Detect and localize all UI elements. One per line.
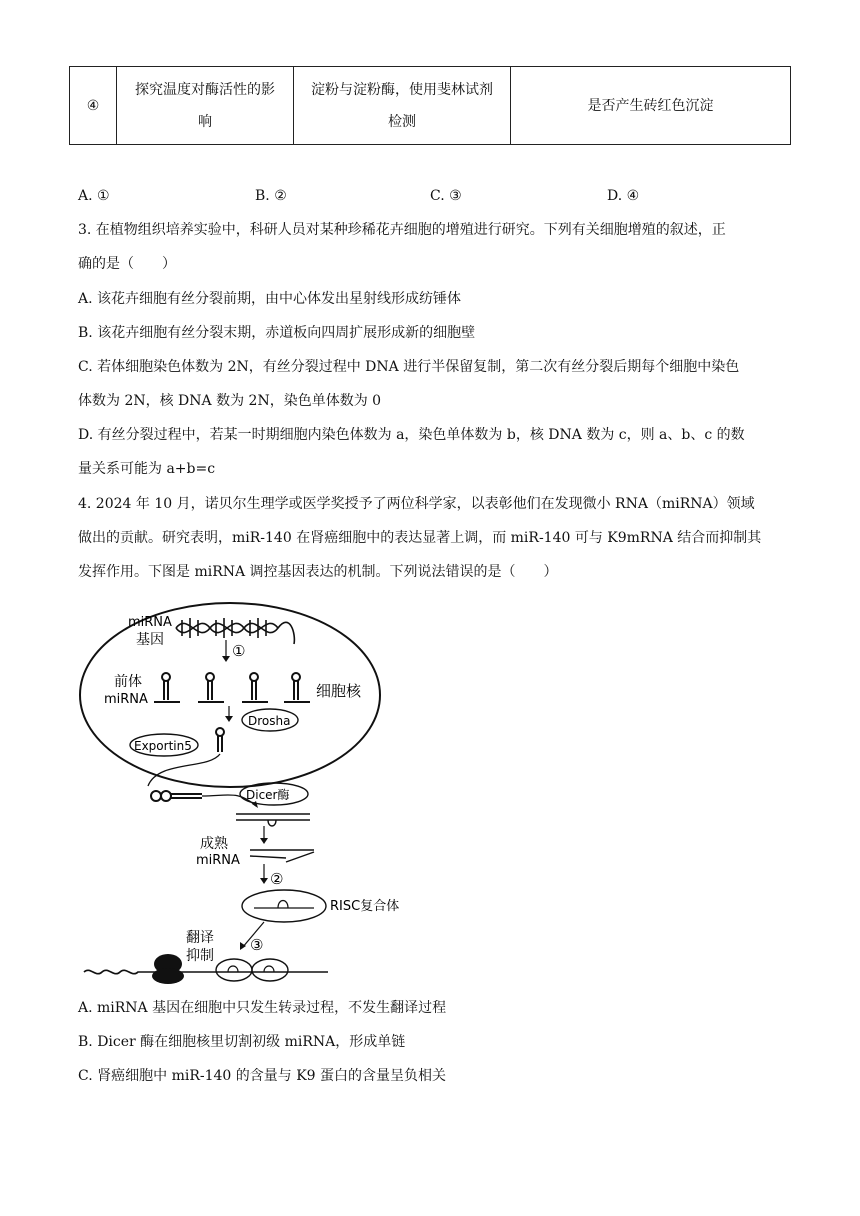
export-arrow bbox=[148, 754, 220, 786]
bound-risc-1 bbox=[216, 959, 252, 981]
q3-stem-line-1: 3. 在植物组织培养实验中，科研人员对某种珍稀花卉细胞的增殖进行研究。下列有关细胞增殖的叙述，正 bbox=[78, 222, 726, 238]
step2-label: ② bbox=[270, 870, 284, 888]
mature-label-line-2: miRNA bbox=[196, 853, 240, 868]
exported-pre-mirna bbox=[151, 791, 202, 801]
q4-stem-line-3: 发挥作用。下图是 miRNA 调控基因表达的机制。下列说法错误的是（ ） bbox=[78, 564, 558, 580]
dna-helix-icon bbox=[176, 618, 294, 644]
exportin-label: Exportin5 bbox=[134, 739, 192, 753]
experiment-table bbox=[69, 66, 791, 145]
q3-stem-line-2: 确的是（ ） bbox=[78, 256, 176, 272]
q4-option-b: B. Dicer 酶在细胞核里切割初级 miRNA，形成单链 bbox=[78, 1034, 406, 1050]
mature-mirna-strands bbox=[250, 850, 314, 862]
mirna-mechanism-diagram bbox=[78, 600, 408, 990]
bound-loop-1 bbox=[228, 966, 238, 972]
table-row bbox=[70, 67, 791, 145]
precursor-hairpins bbox=[154, 673, 310, 702]
experiment-line-1: 探究温度对酶活性的影 bbox=[135, 81, 275, 98]
q2-option-b: B. ② bbox=[255, 188, 287, 204]
observation-cell: 是否产生砖红色沉淀 bbox=[511, 67, 791, 145]
q3-option-b: B. 该花卉细胞有丝分裂末期，赤道板向四周扩展形成新的细胞壁 bbox=[78, 325, 476, 341]
mature-label-line-1: 成熟 bbox=[200, 836, 228, 852]
mrna-strand bbox=[84, 970, 328, 973]
q4-option-a: A. miRNA 基因在细胞中只发生转录过程，不发生翻译过程 bbox=[78, 1000, 447, 1016]
precursor-label-line-1: 前体 bbox=[114, 674, 142, 690]
q3-option-d-line-2: 量关系可能为 a+b=c bbox=[78, 461, 216, 477]
risc-label: RISC复合体 bbox=[330, 899, 400, 914]
arrow-step1-head bbox=[222, 656, 230, 662]
arrow-step2-head bbox=[260, 878, 268, 884]
bound-risc-2 bbox=[252, 959, 288, 981]
q4-option-c: C. 肾癌细胞中 miR-140 的含量与 K9 蛋白的含量呈负相关 bbox=[78, 1068, 447, 1084]
gene-label-line-1: miRNA bbox=[128, 615, 172, 630]
ribosome-icon bbox=[152, 954, 184, 984]
row-number: ④ bbox=[70, 67, 117, 145]
material-line-1: 淀粉与淀粉酶，使用斐林试剂 bbox=[311, 81, 493, 98]
arrow-step3-head bbox=[240, 942, 246, 950]
translation-label-line-1: 翻译 bbox=[186, 930, 214, 946]
q2-option-c: C. ③ bbox=[430, 188, 462, 204]
q2-option-d: D. ④ bbox=[607, 188, 640, 204]
dicer-label: Dicer酶 bbox=[246, 788, 290, 802]
material-line-2: 检测 bbox=[388, 113, 416, 130]
q3-option-c-line-2: 体数为 2N，核 DNA 数为 2N，染色单体数为 0 bbox=[78, 393, 382, 409]
q4-stem-line-1: 4. 2024 年 10 月，诺贝尔生理学或医学奖授予了两位科学家，以表彰他们在发现微小 RNA（miRNA）领域 bbox=[78, 496, 755, 512]
risc-strand bbox=[254, 901, 314, 909]
risc-ellipse bbox=[242, 890, 326, 922]
step3-label: ③ bbox=[250, 936, 264, 954]
gene-label-line-2: 基因 bbox=[136, 632, 164, 648]
arrow-mature-head bbox=[260, 838, 268, 844]
q2-option-a: A. ① bbox=[78, 188, 110, 204]
arrow-drosha-head bbox=[225, 716, 233, 722]
drosha-label: Drosha bbox=[248, 714, 291, 728]
q3-option-a: A. 该花卉细胞有丝分裂前期，由中心体发出星射线形成纺锤体 bbox=[78, 291, 462, 307]
precursor-label-line-2: miRNA bbox=[104, 692, 148, 707]
material-cell bbox=[294, 67, 511, 145]
q3-option-c-line-1: C. 若体细胞染色体数为 2N，有丝分裂过程中 DNA 进行半保留复制，第二次有丝分裂后期每个细胞中染色 bbox=[78, 359, 740, 375]
q4-stem-line-2: 做出的贡献。研究表明，miR-140 在肾癌细胞中的表达显著上调，而 miR-140 可与 K9mRNA 结合而抑制其 bbox=[78, 530, 762, 546]
bound-loop-2 bbox=[264, 966, 274, 972]
step1-label: ① bbox=[232, 642, 246, 660]
q3-option-d-line-1: D. 有丝分裂过程中，若某一时期细胞内染色体数为 a，染色单体数为 b，核 DNA 数为 c，则 a、b、c 的数 bbox=[78, 427, 745, 443]
experiment-cell bbox=[117, 67, 294, 145]
translation-label-line-2: 抑制 bbox=[186, 948, 214, 964]
mirna-duplex bbox=[236, 814, 310, 826]
nucleus-label: 细胞核 bbox=[316, 682, 362, 700]
experiment-line-2: 响 bbox=[198, 113, 212, 130]
pre-mirna-hairpin bbox=[216, 728, 224, 752]
